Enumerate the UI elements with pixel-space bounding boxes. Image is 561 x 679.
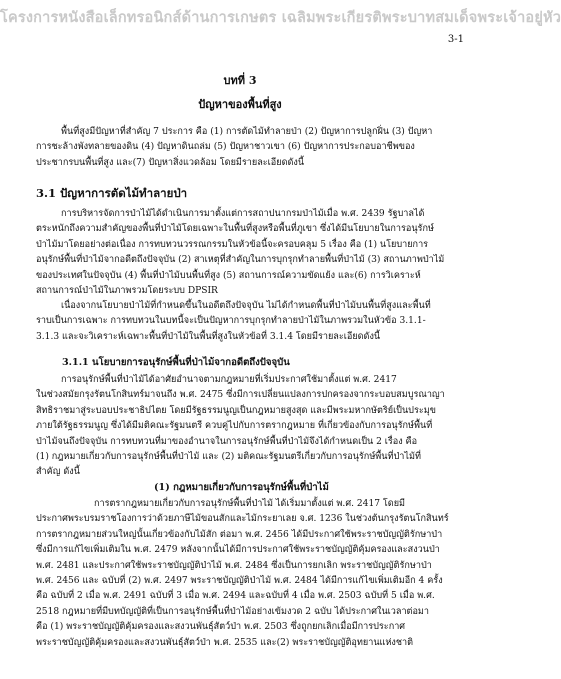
text-line: ป่าไม้จนถึงปัจจุบัน การทบทวนที่มาของอำนาจในการอนุรักษ์พื้นที่ป่าไม้จึงได้กำหนดเป็น 2 เรื่อง คือ <box>36 436 418 447</box>
text-line: การบริหารจัดการป่าไม้ได้ดำเนินการมาตั้งแต่การสถาปนากรมป่าไม้เมื่อ พ.ศ. 2439 รัฐบาลได้ <box>61 209 425 219</box>
text-line: สิทธิราชมาสู่ระบอบประชาธิปไตย โดยมีรัฐธรรมนูญเป็นกฎหมายสูงสุด และมีพระมหากษัตริย์เป็นประมุข <box>36 405 436 416</box>
subsubsection-heading: (1) กฎหมายเกี่ยวกับการอนุรักษ์พื้นที่ป่าไม้ <box>154 482 329 493</box>
text-line: ประชากรบนพื้นที่สูง และ(7) ปัญหาสิ่งแวดล้อม โดยมีรายละเอียดดังนี้ <box>36 157 305 168</box>
text-line: ประกาศพระบรมราชโองการว่าด้วยภาษีไม้ขอนสักและไม้กระยาเลย จ.ศ. 1236 ในช่วงต้นกรุงรัตนโกสินทร์ <box>36 514 449 525</box>
text-line: คือ ฉบับที่ 2 เมื่อ พ.ศ. 2491 ฉบับที่ 3 เมื่อ พ.ศ. 2494 และฉบับที่ 4 เมื่อ พ.ศ. 2503 ฉบับที่ 5 เมื่อ พ.ศ. <box>36 591 435 602</box>
text-line: 2518 กฎหมายที่มีบทบัญญัติที่เป็นการอนุรักษ์พื้นที่ป่าไม้อย่างเข้มงวด 2 ฉบับ ได้ประกาศในเวลาต่อมา <box>36 606 430 617</box>
running-header: โครงการหนังสือเล็กทรอนิกส์ด้านการเกษตร เฉลิมพระเกียรติพระบาทสมเด็จพระเจ้าอยู่หัว <box>0 9 561 26</box>
subsection-heading: 3.1.1 นโยบายการอนุรักษ์พื้นที่ป่าไม้จากอดีตถึงปัจจุบัน <box>62 357 290 368</box>
text-line: ซึ่งมีการแก้ไขเพิ่มเติมใน พ.ศ. 2479 หลังจากนั้นได้มีการประกาศใช้พระราชบัญญัติคุ้มครองและสงวนป่า <box>36 545 440 556</box>
text-line: คือ (1) พระราชบัญญัติคุ้มครองและสงวนพันธุ์สัตว์ป่า พ.ศ. 2503 ซึ่งถูกยกเลิกเมื่อมีการประกาศ <box>36 622 406 633</box>
text-line: การตรากฎหมายส่วนใหญ่นั้นเกี่ยวข้องกับไม้สัก ต่อมา พ.ศ. 2456 ได้มีประกาศใช้พระราชบัญญัติรักษาป่า <box>36 529 443 540</box>
text-line: ในช่วงสมัยกรุงรัตนโกสินทร์มาจนถึง พ.ศ. 2475 ซึ่งมีการเปลี่ยนแปลงการปกครองจากระบอบสมบูรณาญา <box>36 390 445 401</box>
section-paragraph <box>36 299 458 345</box>
text-line: พระราชบัญญัติคุ้มครองและสงวนพันธุ์สัตว์ป่า พ.ศ. 2535 และ(2) พระราชบัญญัติอุทยานแห่งชาติ <box>36 637 414 648</box>
text-line: ภายใต้รัฐธรรมนูญ ซึ่งได้มีมติคณะรัฐมนตรี ควบคู่ไปกับการตรากฎหมาย ที่เกี่ยวข้องกับการอนุรักษ์พื้นที่ <box>36 421 433 432</box>
text-line: พ.ศ. 2456 และ ฉบับที่ (2) พ.ศ. 2497 พระราชบัญญัติป่าไม้ พ.ศ. 2484 ได้มีการแก้ไขเพิ่มเติมอีก 4 ครั้ง <box>36 576 443 587</box>
text-line: 3.1.3 และจะวิเคราะห์เฉพาะพื้นที่ป่าไม้ในพื้นที่สูงในหัวข้อที่ 3.1.4 โดยมีรายละเอียดดังนี้ <box>36 331 381 342</box>
text-line: สถานการณ์ป่าไม้ในภาพรวมโดยระบบ DPSIR <box>36 286 218 297</box>
text-line: การตรากฎหมายเกี่ยวกับการอนุรักษ์พื้นที่ป่าไม้ ได้เริ่มมาตั้งแต่ พ.ศ. 2417 โดยมี <box>94 499 406 509</box>
text-line: การอนุรักษ์พื้นที่ป่าไม้ได้อาศัยอำนาจตามกฎหมายที่เริ่มประกาศใช้มาตั้งแต่ พ.ศ. 2417 <box>61 375 397 385</box>
chapter-number: บทที่ 3 <box>223 74 257 87</box>
text-line: พื้นที่สูงมีปัญหาที่สำคัญ 7 ประการ คือ (1) การตัดไม้ทำลายป่า (2) ปัญหาการปลูกฝิ่น (3) ปัญหา <box>61 127 433 137</box>
text-line: ป่าไม้มาโดยอย่างต่อเนื่อง การทบทวนวรรณกรรมในหัวข้อนี้จะครอบคลุม 5 เรื่อง คือ (1) นโยบายการ <box>36 239 429 250</box>
chapter-title: ปัญหาของพื้นที่สูง <box>198 98 282 111</box>
page-number: 3-1 <box>447 34 464 45</box>
text-line: พ.ศ. 2481 และประกาศใช้พระราชบัญญัติป่าไม้ พ.ศ. 2484 ซึ่งเป็นการยกเลิก พระราชบัญญัติรักษาป่า <box>36 560 432 571</box>
text-line: อนุรักษ์พื้นที่ป่าไม้จากอดีตถึงปัจจุบัน (2) สาเหตุที่สำคัญในการบุกรุกทำลายพื้นที่ป่าไม้ (3) สถานภาพป่าไม้ <box>36 255 445 266</box>
intro-paragraph <box>36 125 458 171</box>
section-heading: 3.1 ปัญหาการตัดไม้ทำลายป่า <box>36 186 188 200</box>
text-line: ของประเทศในปัจจุบัน (4) พื้นที่ป่าไม้บนพื้นที่สูง (5) สถานการณ์ความขัดแย้ง และ(6) การวิเคราะห์ <box>36 270 421 281</box>
text-line: ตระหนักถึงความสำคัญของพื้นที่ป่าไม้โดยเฉพาะในพื้นที่สูงหรือพื้นที่ภูเขา ซึ่งได้มีนโยบายในการอนุรักษ์ <box>36 224 434 235</box>
text-line: การชะล้างพังทลายของดิน (4) ปัญหาดินถล่ม (5) ปัญหาชาวเขา (6) ปัญหาการประกอบอาชีพของ <box>36 142 415 153</box>
section-paragraph <box>36 207 458 299</box>
section-paragraph <box>36 497 458 651</box>
section-paragraph <box>36 373 458 481</box>
text-line: สำคัญ ดังนี้ <box>36 467 80 478</box>
text-line: ราบเป็นการเฉพาะ การทบทวนในบทนี้จะเป็นปัญหาการบุกรุกทำลายป่าไม้ในภาพรวมในหัวข้อ 3.1.1- <box>36 316 426 327</box>
text-line: เนื่องจากนโยบายป่าไม้ที่กำหนดขึ้นในอดีตถึงปัจจุบัน ไม่ได้กำหนดพื้นที่ป่าไม้บนพื้นที่สูงและพื้นที่ <box>61 301 431 311</box>
text-line: (1) กฎหมายเกี่ยวกับการอนุรักษ์พื้นที่ป่าไม้ และ (2) มติคณะรัฐมนตรีเกี่ยวกับการอนุรักษ์พื้นที่ป่าไม้ที่ <box>36 452 421 463</box>
